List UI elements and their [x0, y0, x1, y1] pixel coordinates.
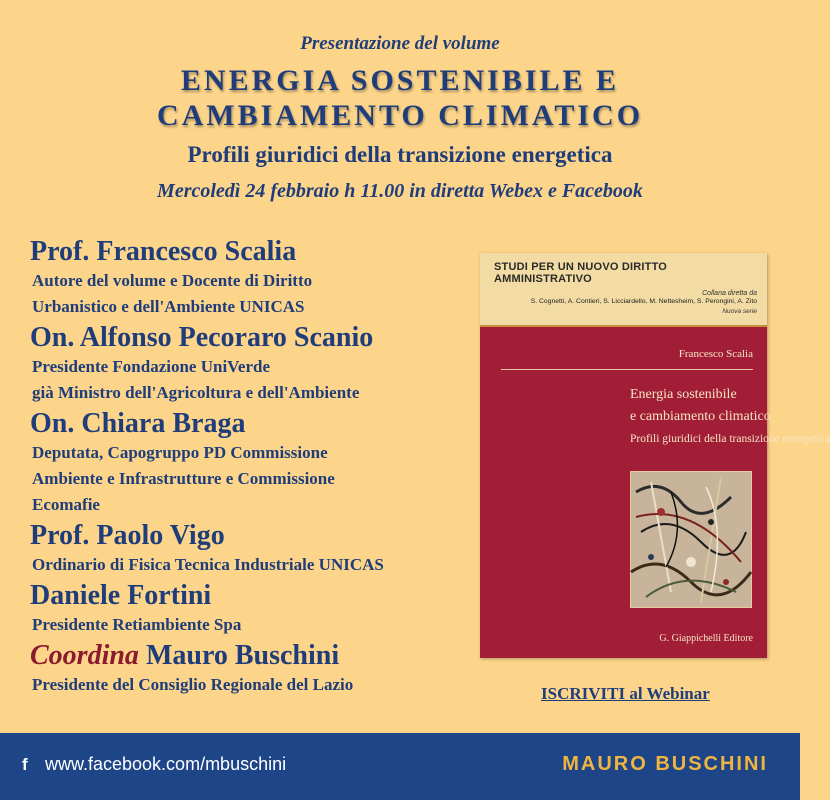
speaker-name: Daniele Fortini — [30, 580, 212, 611]
book-subtitle: Profili giuridici della transizione energetica — [630, 433, 830, 445]
speaker-role: Urbanistico e dell'Ambiente UNICAS — [32, 297, 305, 316]
coordinator — [30, 640, 470, 698]
speaker — [30, 408, 470, 518]
book-nuova-serie: Nuova serie — [722, 308, 757, 315]
coordinator-line — [30, 640, 470, 672]
footer-brand-name: MAURO BUSCHINI — [562, 753, 768, 775]
intro-text: Presentazione del volume — [300, 33, 500, 54]
speaker-role: Ambiente e Infrastrutture e Commissione — [32, 469, 335, 488]
book-editors: S. Cognetti, A. Contieri, S. Licciardello, M. Nettesheim, S. Perongini, A. Zito — [530, 298, 757, 305]
speaker-name: On. Alfonso Pecoraro Scanio — [30, 322, 374, 353]
book-series: STUDI PER UN NUOVO DIRITTO AMMINISTRATIVO — [494, 261, 668, 285]
coordinator-name: Mauro Buschini — [145, 640, 340, 671]
facebook-url-link[interactable]: www.facebook.com/mbuschini — [45, 754, 287, 774]
speaker-name: On. Chiara Braga — [30, 408, 246, 439]
book-publisher: G. Giappichelli Editore — [659, 633, 753, 644]
speaker — [30, 322, 470, 406]
speaker-role: Presidente Fondazione UniVerde — [32, 357, 270, 376]
book-cover-artwork — [630, 471, 752, 608]
book-author: Francesco Scalia — [678, 348, 753, 360]
book-title-line-2: e cambiamento climatico — [630, 409, 771, 424]
book-cover — [480, 253, 830, 658]
speaker-role: Deputata, Capogruppo PD Commissione — [32, 443, 328, 462]
speaker-role: Presidente Retiambiente Spa — [32, 615, 242, 634]
coordinator-role: Presidente del Consiglio Regionale del Lazio — [32, 675, 354, 694]
footer-bar — [0, 733, 800, 800]
event-datetime: Mercoledì 24 febbraio h 11.00 in diretta Webex e Facebook — [157, 180, 643, 202]
coordinator-label: Coordina — [30, 640, 139, 671]
speaker — [30, 236, 470, 320]
book-title-line-1: Energia sostenibile — [630, 387, 737, 402]
facebook-icon[interactable]: f — [22, 755, 28, 774]
speaker-name: Prof. Paolo Vigo — [30, 520, 225, 551]
speaker-name: Prof. Francesco Scalia — [30, 236, 297, 267]
speaker — [30, 520, 470, 578]
title-line-2: CAMBIAMENTO CLIMATICO — [156, 99, 644, 132]
speaker-role: Ecomafie — [32, 495, 100, 514]
abstract-painting-image — [631, 472, 751, 607]
subtitle: Profili giuridici della transizione energetica — [187, 142, 613, 167]
speaker-role: Ordinario di Fisica Tecnica Industriale UNICAS — [32, 555, 384, 574]
book-divider — [501, 369, 753, 370]
speaker-role: Autore del volume e Docente di Diritto — [32, 271, 313, 290]
book-collana: Collana diretta da — [702, 290, 757, 297]
book-series-band — [480, 253, 767, 327]
title-line-1: ENERGIA SOSTENIBILE E — [180, 64, 620, 97]
speaker-role: già Ministro dell'Agricoltura e dell'Ambiente — [32, 383, 360, 402]
register-webinar-link[interactable]: ISCRIVITI al Webinar — [541, 684, 710, 703]
speaker — [30, 580, 470, 638]
speaker-list — [30, 236, 470, 698]
